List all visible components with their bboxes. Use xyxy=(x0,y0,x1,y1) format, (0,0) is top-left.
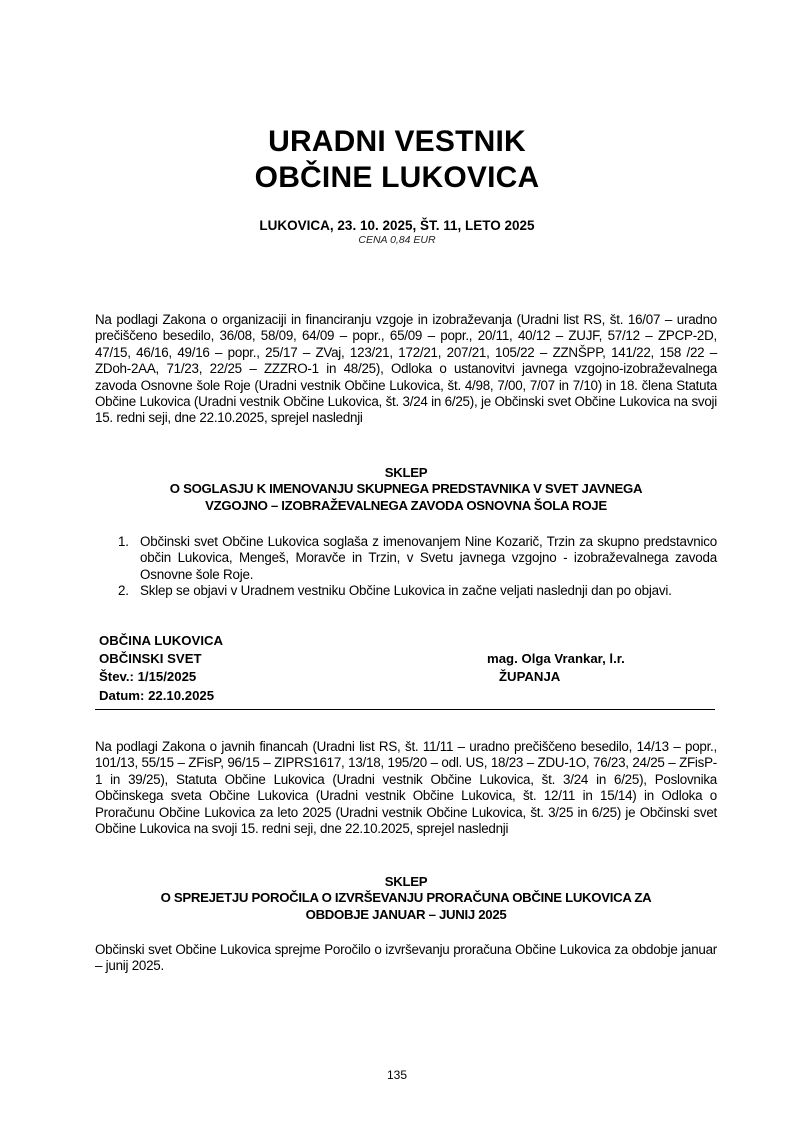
signature-block xyxy=(99,632,721,705)
decision2-title: SKLEP xyxy=(384,874,428,889)
decision2-subtitle-line1: O SPREJETJU POROČILA O IZVRŠEVANJU PRORAČUNA OBČINE LUKOVICA ZA xyxy=(160,890,652,906)
page-number: 135 xyxy=(386,1068,408,1082)
list-item-text: Sklep se objavi v Uradnem vestniku Občine Lukovica in začne veljati naslednji dan po objavi. xyxy=(140,583,672,599)
document-date: Datum: 22.10.2025 xyxy=(99,687,215,703)
issuer-body: OBČINSKI SVET xyxy=(99,651,202,667)
issuer-org: OBČINA LUKOVICA xyxy=(99,633,224,648)
publication-title-line1: URADNI VESTNIK xyxy=(268,125,526,158)
issue-info: LUKOVICA, 23. 10. 2025, ŠT. 11, LETO 2025 xyxy=(259,218,535,233)
list-item xyxy=(95,534,717,583)
document-number: Štev.: 1/15/2025 xyxy=(99,669,197,685)
publication-title-line2: OBČINE LUKOVICA xyxy=(254,161,540,194)
decision1-heading xyxy=(95,465,717,514)
decision1-subtitle-line1: O SOGLASJU K IMENOVANJU SKUPNEGA PREDSTAVNIKA V SVET JAVNEGA xyxy=(169,481,643,497)
signer-info xyxy=(487,650,625,686)
issue-price: CENA 0,84 EUR xyxy=(358,234,436,246)
signer-name: mag. Olga Vrankar, l.r. xyxy=(487,651,625,667)
decision1-title: SKLEP xyxy=(384,465,428,480)
section-separator xyxy=(95,709,715,710)
decision2-preamble: Na podlagi Zakona o javnih financah (Uradni list RS, št. 11/11 – uradno prečiščeno besedilo, 14/13 – popr., 101/13, 55/15 – ZFisP, 96/15 – ZIPRS1617, 13/18, 195/20 – odl. US, 18/23 – ZDU-1O, 76/23, 24/25 – ZFisP-1 in 39/25), Statuta Občine Lukovica (Uradni vestnik Občine Lukovica, št. 3/24 in 6/25), Poslovnika Občinskega sveta Občine Lukovica (Uradni vestnik Občine Lukovica, št. 12/11 in 15/14) in Odloka o Proračunu Občine Lukovica za leto 2025 (Uradni vestnik Občine Lukovica, št. 3/25 in 6/25) je Občinski svet Občine Lukovica na svoji 15. redni seji, dne 22.10.2025, sprejel naslednji xyxy=(95,739,717,837)
decision1-preamble: Na podlagi Zakona o organizaciji in financiranju vzgoje in izobraževanja (Uradni list RS, št. 16/07 – uradno prečiščeno besedilo, 36/08, 58/09, 64/09 – popr., 65/09 – popr., 20/11, 40/12 – ZUJF, 57/12 – ZPCP-2D, 47/15, 46/16, 49/16 – popr., 25/17 – ZVaj, 123/21, 172/21, 207/21, 105/22 – ZZNŠPP, 141/22, 158 /22 – ZDoh-2AA, 71/23, 22/25 – ZZZRO-1 in 48/25), Odloka o ustanovitvi javnega vzgojno-izobraževalnega zavoda Osnovne šole Roje (Uradni vestnik Občine Lukovica, št. 4/98, 7/00, 7/07 in 7/10) in 18. člena Statuta Občine Lukovica (Uradni vestnik Občine Lukovica, št. 3/24 in 6/25), je Občinski svet Občine Lukovica na svoji 15. redni seji, dne 22.10.2025, sprejel naslednji xyxy=(95,312,717,426)
list-item-number: 1. xyxy=(118,534,129,549)
list-item xyxy=(95,583,717,599)
decision1-items xyxy=(95,534,717,600)
signer-title: ŽUPANJA xyxy=(499,669,561,685)
decision1-subtitle-line2: VZGOJNO – IZOBRAŽEVALNEGA ZAVODA OSNOVNA ŠOLA ROJE xyxy=(205,497,607,513)
masthead xyxy=(0,124,794,246)
decision2-heading xyxy=(95,874,717,923)
list-item-text: Občinski svet Občine Lukovica soglaša z imenovanjem Nine Kozarič, Trzin za skupno predstavnico občin Lukovica, Mengeš, Moravče in Trzin, v Svetu javnega vzgojno - izobraževalnega zavoda Osnovne šole Roje. xyxy=(140,534,717,582)
decision2-subtitle-line2: OBDOBJE JANUAR – JUNIJ 2025 xyxy=(305,906,507,922)
issuer-info xyxy=(99,632,721,705)
decision2-body: Občinski svet Občine Lukovica sprejme Poročilo o izvrševanju proračuna Občine Lukovica za obdobje januar – junij 2025. xyxy=(95,942,717,974)
list-item-number: 2. xyxy=(118,583,129,599)
